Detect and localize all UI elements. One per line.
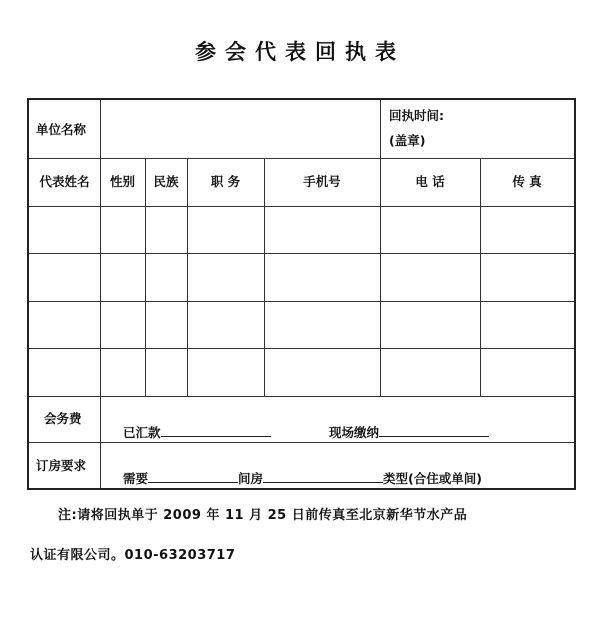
fee-onsite-label: 现场缴纳 bbox=[329, 425, 380, 440]
unit-name-label: 单位名称 bbox=[36, 122, 87, 137]
divider bbox=[29, 158, 574, 159]
fee-remitted-label: 已汇款 bbox=[123, 425, 161, 440]
room-type-blank[interactable] bbox=[263, 468, 383, 483]
table-row[interactable] bbox=[29, 254, 574, 301]
unit-name-field[interactable] bbox=[102, 102, 378, 156]
table-row[interactable] bbox=[29, 207, 574, 253]
divider bbox=[29, 442, 574, 443]
fee-label: 会务费 bbox=[44, 411, 82, 426]
fee-onsite-blank[interactable] bbox=[379, 422, 489, 437]
note-line-1: 注:请将回执单于 2009 年 11 月 25 日前传真至北京新华节水产品 bbox=[58, 508, 468, 523]
fee-remitted-blank[interactable] bbox=[161, 422, 271, 437]
form-title: 参会代表回执表 bbox=[195, 40, 405, 64]
column-header: 职 务 bbox=[210, 174, 241, 189]
room-request-line bbox=[123, 468, 482, 487]
column-header: 电 话 bbox=[415, 174, 445, 189]
divider bbox=[29, 396, 574, 397]
table-row[interactable] bbox=[29, 302, 574, 348]
column-header: 代表姓名 bbox=[39, 174, 90, 189]
column-header: 手机号 bbox=[303, 174, 341, 189]
room-label: 订房要求 bbox=[36, 458, 87, 473]
room-count-blank[interactable] bbox=[148, 468, 238, 483]
receipt-time-label: 回执时间: bbox=[389, 108, 444, 123]
fee-remitted-option[interactable] bbox=[123, 422, 271, 441]
fee-onsite-option[interactable] bbox=[329, 422, 489, 441]
column-header: 民族 bbox=[153, 174, 179, 189]
column-header: 传 真 bbox=[512, 174, 542, 189]
receipt-form bbox=[27, 98, 576, 490]
room-rooms-label: 间房 bbox=[238, 471, 264, 486]
room-need-label: 需要 bbox=[123, 471, 149, 486]
note-line-2: 认证有限公司。010-63203717 bbox=[30, 548, 236, 563]
stamp-label: (盖章) bbox=[389, 133, 426, 148]
table-row[interactable] bbox=[29, 349, 574, 396]
room-type-label: 类型(合住或单间) bbox=[383, 471, 482, 486]
column-header: 性别 bbox=[109, 174, 135, 189]
